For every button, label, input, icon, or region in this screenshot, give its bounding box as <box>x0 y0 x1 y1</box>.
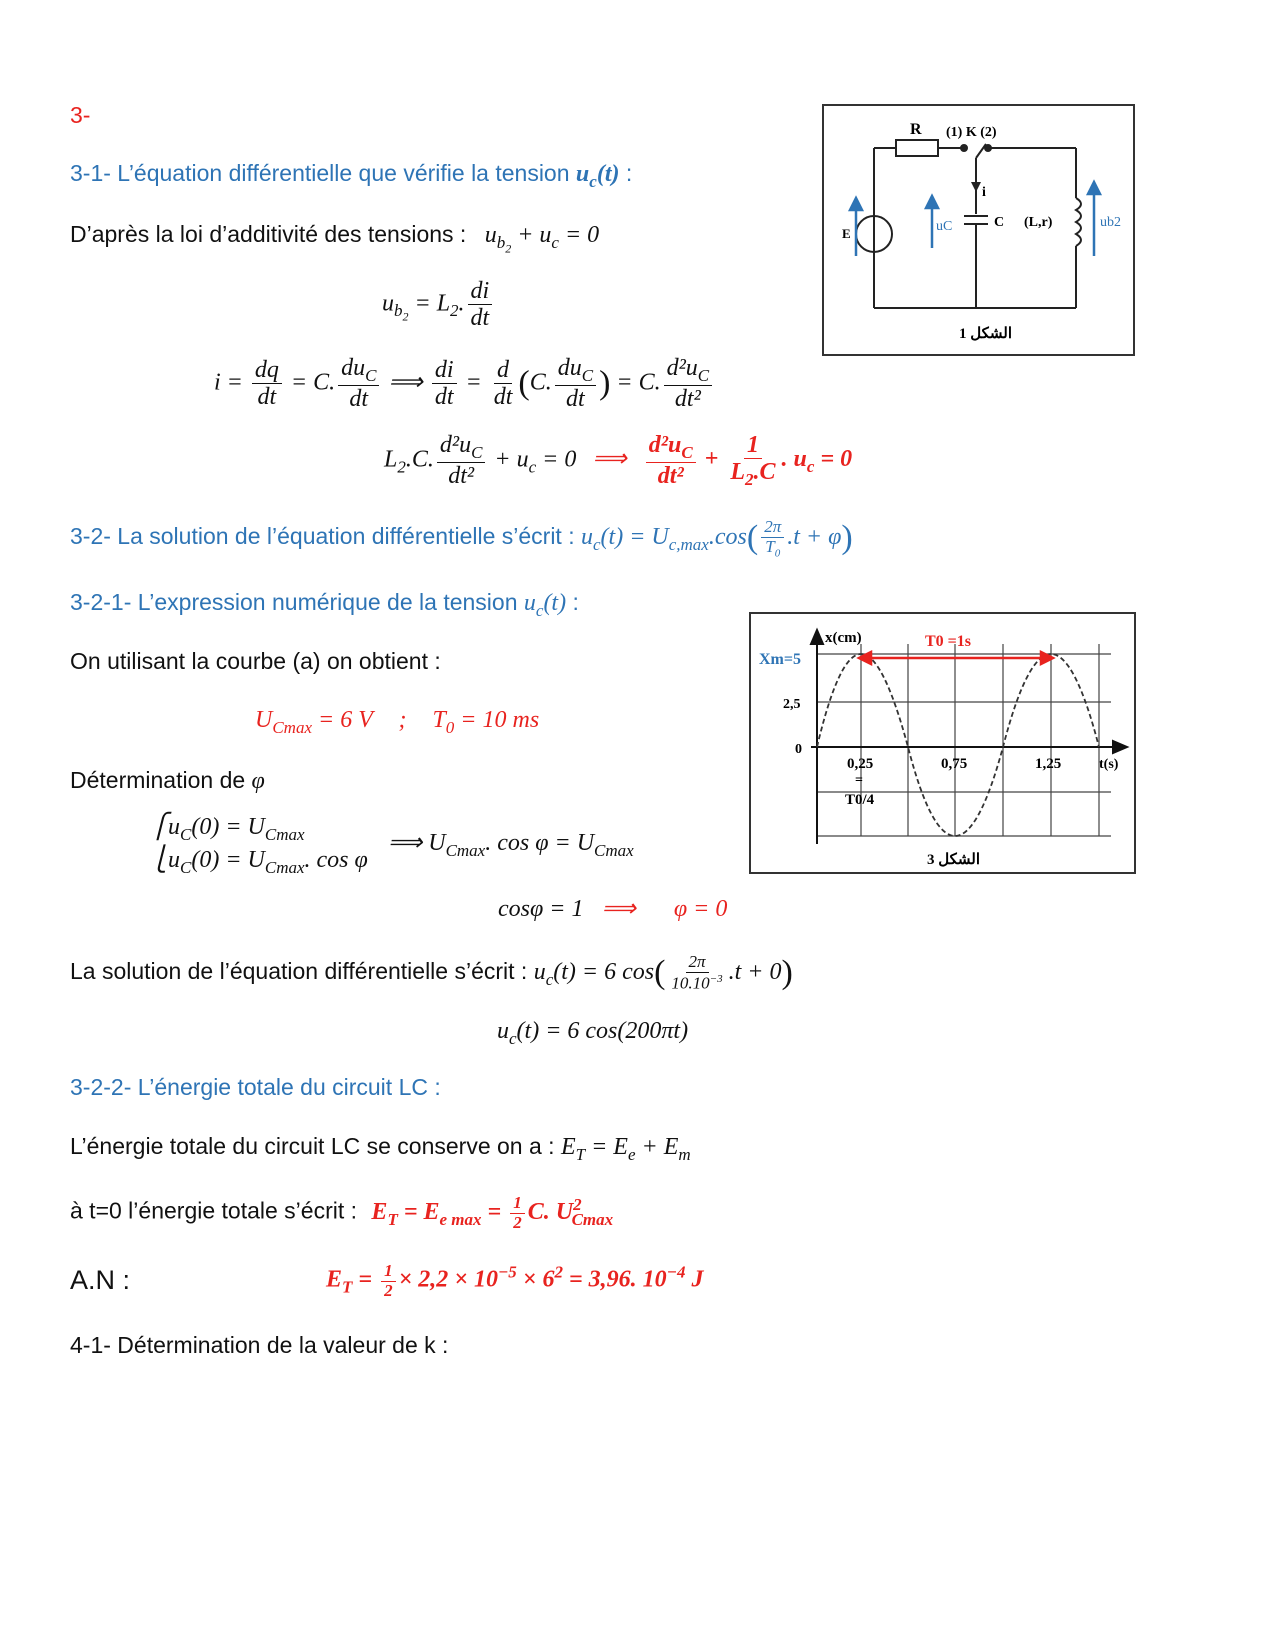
equals-sign: = <box>855 773 863 788</box>
oscillation-graph <box>751 614 1134 872</box>
equation-differential: $L_2.C$. $\frac{d^2u_C}{\text{dt²}}$ + $u_c = 0$ ⟹ $\frac{d^2u_C}{\text{dt²}}$ + $\frac{1}{L_2.C}$ . $u_c = 0$ <box>384 432 853 490</box>
solution-final: $u_c(t) = 6$ cos(200πt) <box>497 1018 689 1048</box>
period-label: T0 =1s <box>925 633 972 650</box>
energy-conservation: L’énergie totale du circuit LC se conserve on a : $E_T = E_e + E_m$ <box>70 1133 691 1164</box>
label-i: i <box>982 185 986 200</box>
system-equations: $⎧u_C(0) = U_{Cmax}$ $⎩u_C(0) = U_{Cmax}$. cos φ ⟹ $U_{Cmax}$. $\cos \varphi = U_{Cmax}$ <box>150 814 634 877</box>
equation-ub2: $u_{b_2} = L_2$. $\frac{di}{dt}$ <box>382 278 495 332</box>
y-tick-0: 0 <box>795 742 802 757</box>
label-R: R <box>910 121 922 138</box>
label-C: C <box>994 215 1005 230</box>
section-3-2-1-title: 3-2-1- L’expression numérique de la tension $u_c(t)$ : <box>70 589 579 620</box>
section-3-2-2-title: 3-2-2- L’énergie totale du circuit LC : <box>70 1074 441 1100</box>
section-3-2-title: 3-2- La solution de l’équation différentielle s’écrit : $u_c(t) = U_{c,max}.\cos$( $\frac{2\pi}{T_0}$ .t + φ) <box>70 517 853 560</box>
quarter-period-label: T0/4 <box>845 792 875 808</box>
phi-determination: Détermination de φ <box>70 767 265 794</box>
solution-line: La solution de l’équation différentielle s’écrit : $u_c(t) = 6$ cos( $\frac{2\pi}{10.10^{-3}}$ .t + 0) <box>70 952 793 993</box>
circuit-figure <box>822 104 1135 356</box>
label-E: E <box>842 226 851 241</box>
curve-text: On utilisant la courbe (a) on obtient : <box>70 648 441 674</box>
equation-additivity: $u_{b_2} + u_c = 0$ <box>484 222 600 256</box>
figure-1-caption: الشكل 1 <box>959 326 1013 342</box>
x-tick-0-25: 0,25 <box>847 756 874 772</box>
energy-numeric: $E_T$ = $\frac{1}{2}$ × $2,2 \times 10^{-5} \times 6^2 = 3,96$. $10^{-4}$ J <box>326 1261 704 1300</box>
label-uc: uC <box>936 219 953 234</box>
section-4-1-title: 4-1- Détermination de la valeur de k : <box>70 1332 449 1358</box>
xm-label: Xm=5 <box>759 651 801 668</box>
cosphi-result: cosφ = 1 ⟹ φ = 0 <box>498 896 728 922</box>
label-L: (L,r) <box>1024 215 1053 230</box>
solution-form: $u_c(t) = U_{c,max}.\cos$( $\frac{2\pi}{T_0}$ .t + φ) <box>581 517 853 560</box>
additivity-text: D’après la loi d’additivité des tensions : $u_{b_2} + u_c = 0$ <box>70 221 600 256</box>
circuit-diagram <box>824 106 1133 354</box>
y-axis-label: x(cm) <box>825 630 862 646</box>
graph-figure <box>749 612 1136 874</box>
y-tick-2-5: 2,5 <box>783 697 801 712</box>
section-number: 3- <box>70 102 91 128</box>
energy-t0: à t=0 l’énergie totale s’écrit : $E_T = E_{e max}$ = $\frac{1}{2}$ C. $U^2_{Cmax}$ <box>70 1193 614 1232</box>
figure-3-caption: الشكل 3 <box>927 852 981 868</box>
x-tick-1-25: 1,25 <box>1035 756 1062 772</box>
x-axis-label: t(s) <box>1099 757 1119 772</box>
label-ub2: ub2 <box>1100 215 1121 230</box>
equation-current: i = $\frac{dq}{dt}$ = C. $\frac{du_C}{dt}$ ⟹ $\frac{di}{dt}$ = $\frac{d}{dt}$ (C. $\frac{du_C}{dt}$ ) = C. $\frac{d^2u_C}{\text{dt²}}$ <box>214 355 715 413</box>
x-tick-0-75: 0,75 <box>941 756 968 772</box>
section-3-1-title: 3-1- L’équation différentielle que vérifie la tension $u_c(t)$ : <box>70 160 633 191</box>
an-label: A.N : <box>70 1265 131 1295</box>
measured-values: $U_{Cmax} = 6$ V ; $T_0 = 10$ ms <box>255 707 540 737</box>
section-3-1-text: 3-1- L’équation différentielle que vérifie la tension <box>70 160 576 186</box>
label-K: (1) K (2) <box>946 125 997 140</box>
